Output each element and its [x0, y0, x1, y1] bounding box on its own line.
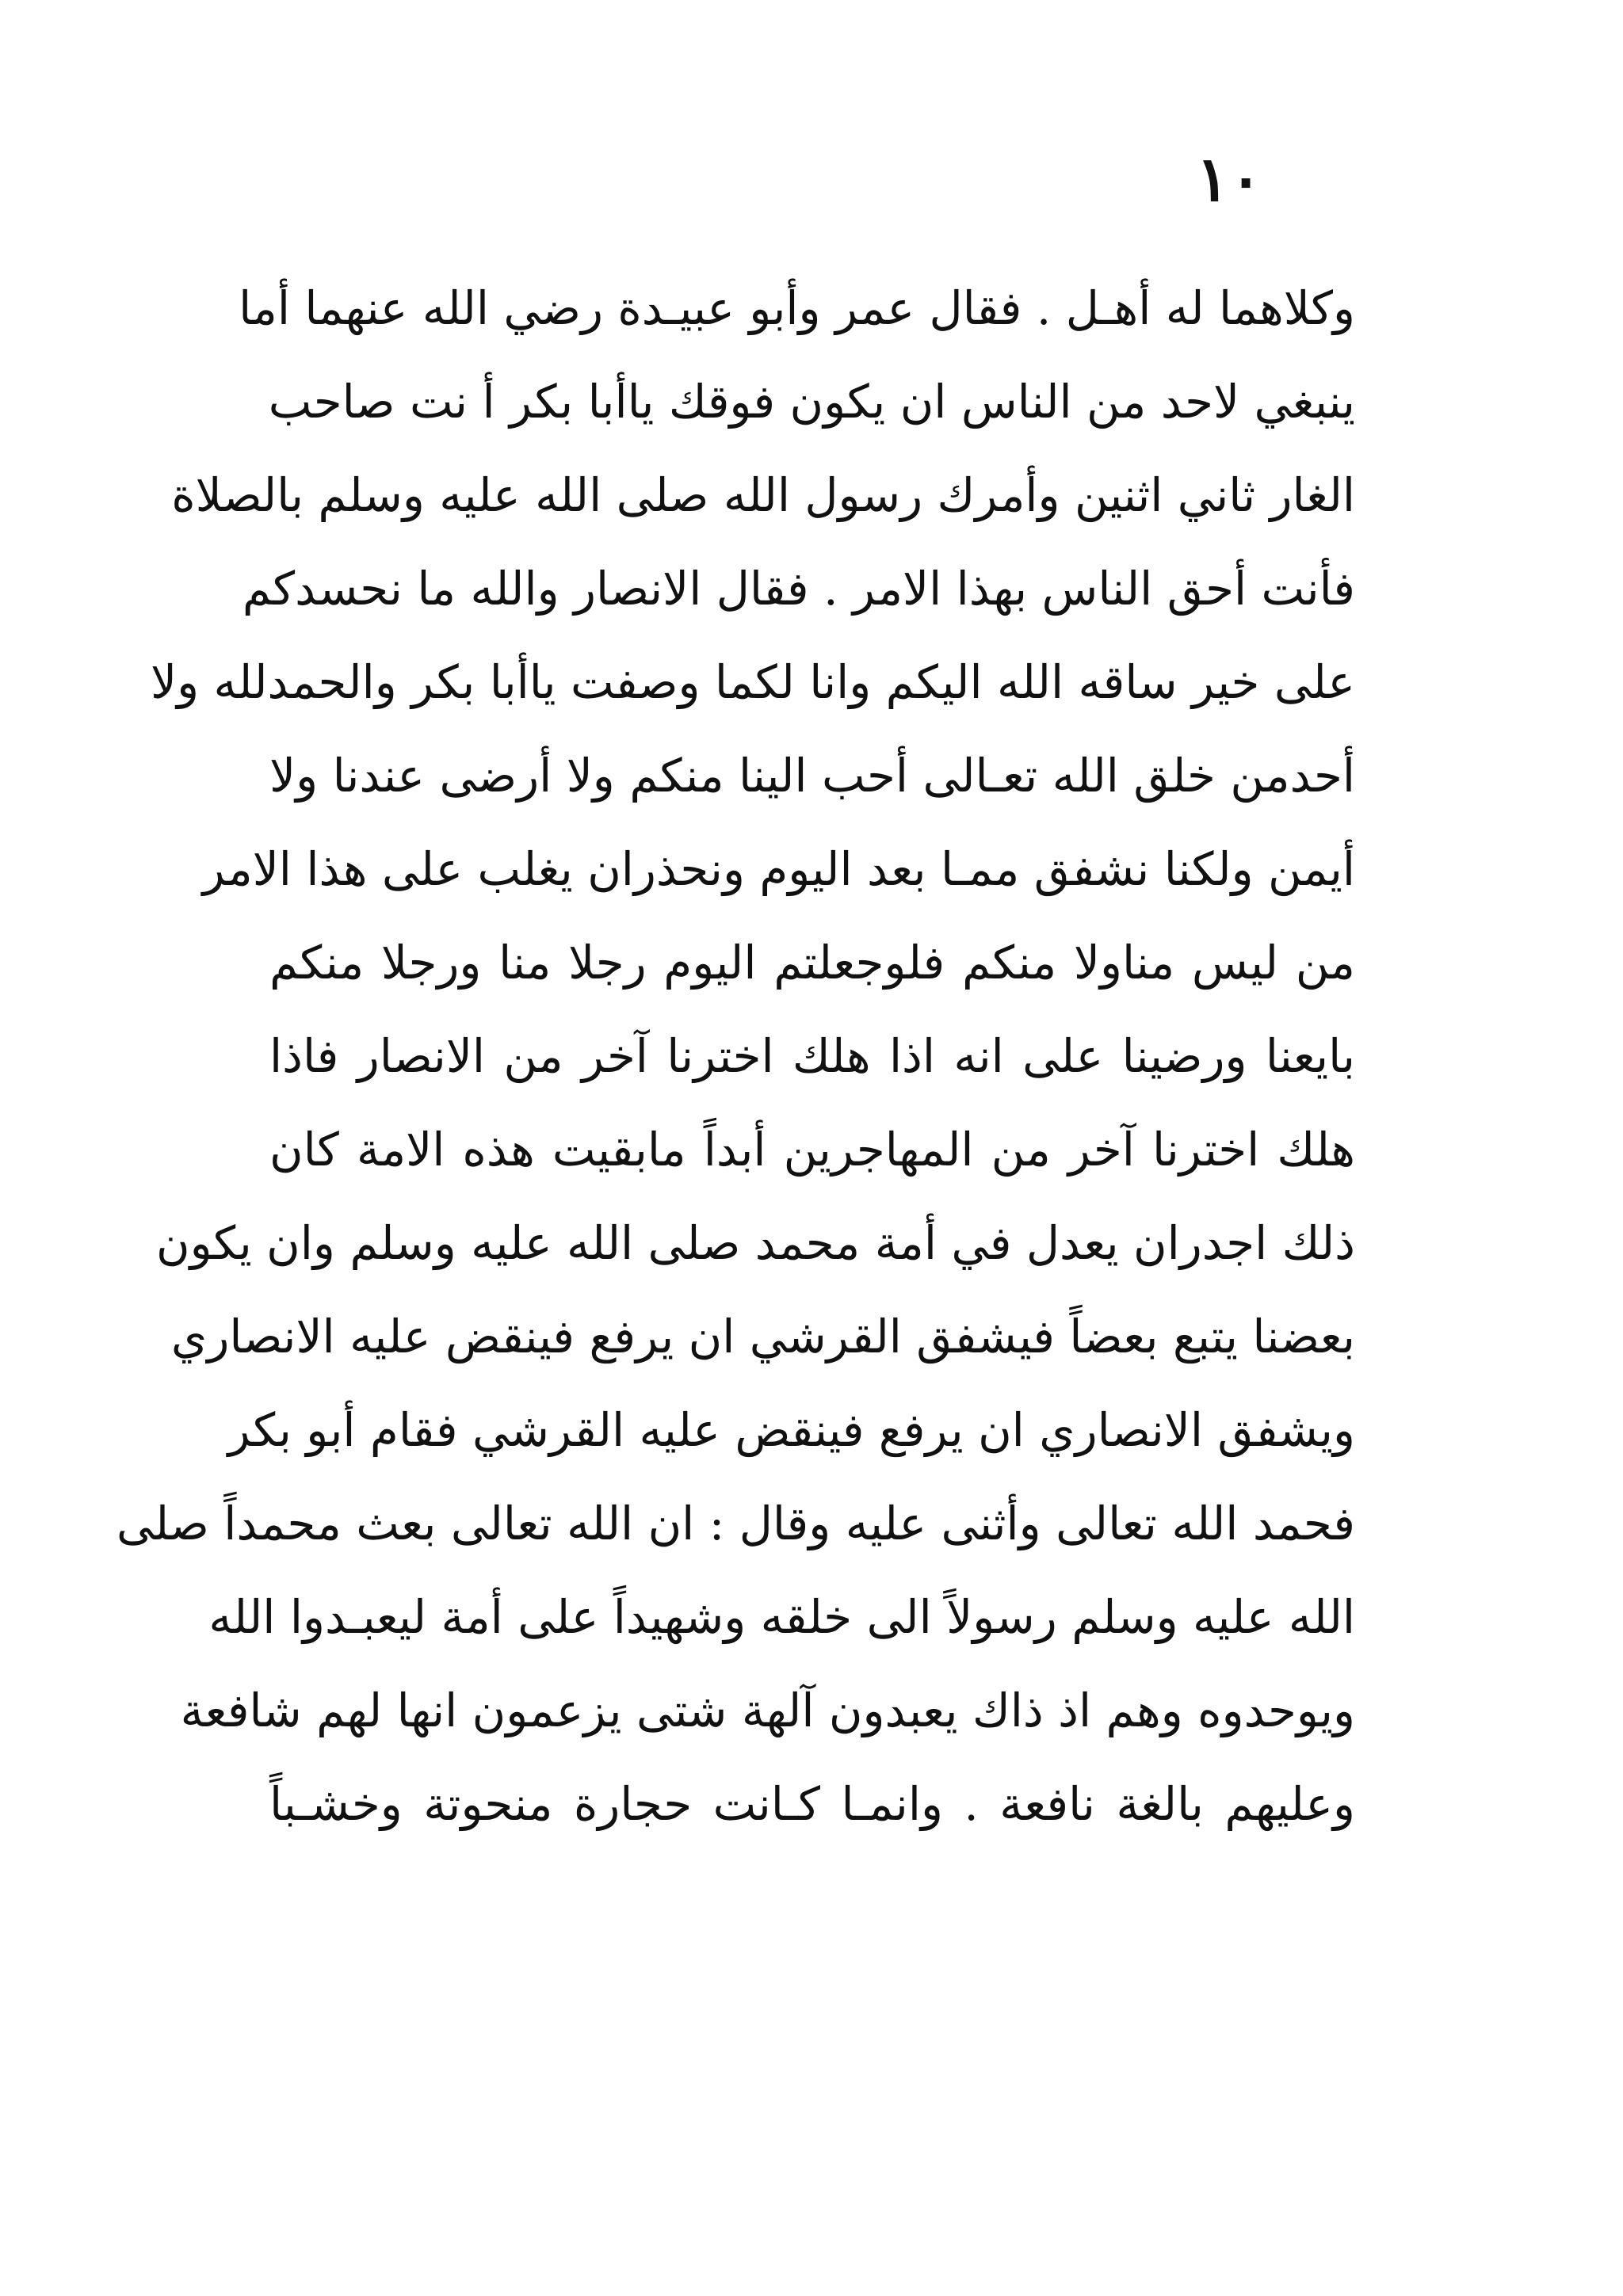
- text-line: بايعنا ورضينا على انه اذا هلك اخترنا آخر من الانصار فاذا: [269, 1029, 1355, 1083]
- text-line: ذلك اجدران يعدل في أمة محمد صلى الله عليه وسلم وان يكون: [156, 1216, 1355, 1270]
- text-line: ينبغي لاحد من الناس ان يكون فوقك ياأبا بكر أ نت صاحب: [268, 375, 1355, 429]
- text-line: هلك اخترنا آخر من المهاجرين أبداً مابقيت هذه الامة كان: [269, 1123, 1355, 1177]
- text-line: وكلاهما له أهـل . فقال عمر وأبو عبيـدة رضي الله عنهما أما: [239, 281, 1355, 335]
- text-line: أحدمن خلق الله تعـالى أحب الينا منكم ولا أرضى عندنا ولا: [269, 749, 1355, 803]
- text-line: الغار ثاني اثنين وأمرك رسول الله صلى الله عليه وسلم بالصلاة: [171, 468, 1355, 522]
- text-line: أيمن ولكنا نشفق ممـا بعد اليوم ونحذران يغلب على هذا الامر: [202, 842, 1355, 896]
- text-line: على خير ساقه الله اليكم وانا لكما وصفت ياأبا بكر والحمدلله ولا: [151, 655, 1355, 709]
- text-line: بعضنا يتبع بعضاً فيشفق القرشي ان يرفع فينقض عليه الانصاري: [170, 1310, 1355, 1363]
- page-number: ١٠: [1196, 143, 1262, 215]
- text-line: الله عليه وسلم رسولاً الى خلقه وشهيداً على أمة ليعبـدوا الله: [208, 1590, 1355, 1644]
- text-line: من ليس مناولا منكم فلوجعلتم اليوم رجلا منا ورجلا منكم: [269, 936, 1355, 990]
- text-line: فأنت أحق الناس بهذا الامر . فقال الانصار والله ما نحسدكم: [242, 562, 1355, 616]
- text-line: فحمد الله تعالى وأثنى عليه وقال : ان الله تعالى بعث محمداً صلى: [116, 1497, 1355, 1550]
- text-line: ويوحدوه وهم اذ ذاك يعبدون آلهة شتى يزعمون انها لهم شافعة: [180, 1684, 1355, 1737]
- text-line: ويشفق الانصاري ان يرفع فينقض عليه القرشي فقام أبو بكر: [227, 1403, 1355, 1457]
- body-text: [116, 261, 1355, 1851]
- text-line: وعليهم بالغة نافعة . وانمـا كـانت حجارة منحوتة وخشـباً: [269, 1777, 1355, 1831]
